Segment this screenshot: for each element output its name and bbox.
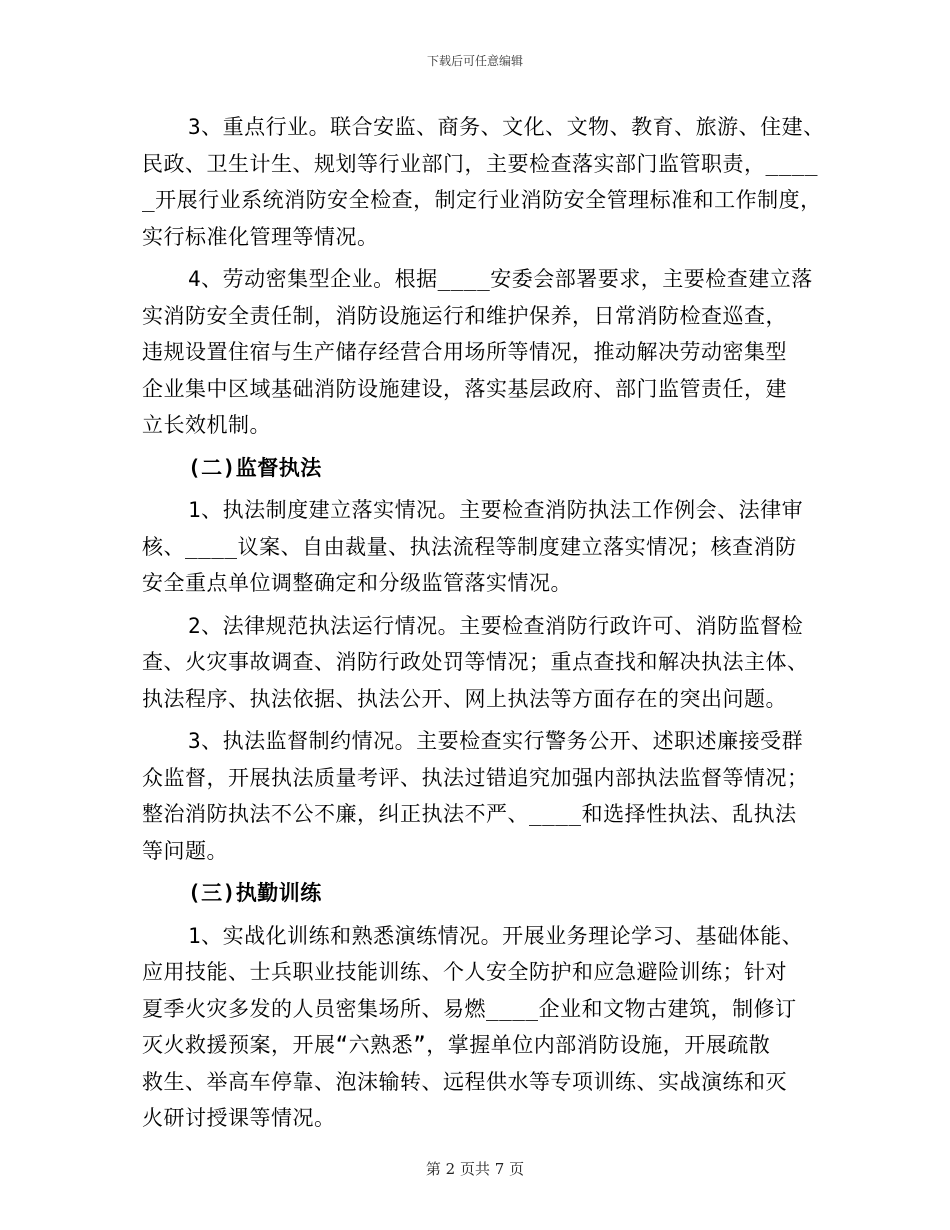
- paragraph-line: 企业集中区域基础消防设施建设，落实基层政府、部门监管责任，建: [142, 376, 787, 401]
- paragraph-line: 3、执法监督制约情况。主要检查实行警务公开、述职述廉接受群: [188, 729, 804, 753]
- paragraph-line: 火研讨授课等情况。: [142, 1106, 336, 1130]
- paragraph: [142, 723, 832, 869]
- paragraph: [142, 109, 832, 255]
- paragraph-line: 实消防安全责任制，消防设施运行和维护保养，日常消防检查巡查，: [142, 303, 787, 328]
- paragraph-line: _开展行业系统消防安全检查，制定行业消防安全管理标准和工作制度，: [142, 188, 822, 212]
- heading-text: (二)监督执法: [188, 455, 322, 480]
- paragraph-line: 实行标准化管理等情况。: [142, 224, 379, 249]
- paragraph-line: 夏季火灾多发的人员密集场所、易燃____企业和文物古建筑，制修订: [142, 996, 797, 1021]
- document-body: [142, 109, 832, 1143]
- paragraph-line: 3、重点行业。联合安监、商务、文化、文物、教育、旅游、住建、: [188, 115, 825, 139]
- paragraph-line: 救生、举高车停靠、泡沫输转、远程供水等专项训练、实战演练和灭: [142, 1069, 787, 1094]
- paragraph-line: 执法程序、执法依据、执法公开、网上执法等方面存在的突出问题。: [142, 686, 787, 711]
- section-heading: [142, 875, 832, 912]
- paragraph-line: 应用技能、士兵职业技能训练、个人安全防护和应急避险训练；针对: [142, 960, 787, 984]
- paragraph-line: 安全重点单位调整确定和分级监管落实情况。: [142, 571, 572, 595]
- paragraph-line: 违规设置住宿与生产储存经营合用场所等情况，推动解决劳动密集型: [142, 340, 787, 364]
- page-header: 下载后可任意编辑: [426, 54, 523, 68]
- paragraph-line: 等问题。: [142, 838, 228, 863]
- paragraph-line: 灭火救援预案，开展“六熟悉”，掌握单位内部消防设施，开展疏散: [142, 1033, 771, 1057]
- paragraph: [142, 918, 832, 1137]
- paragraph-line: 2、法律规范执法运行情况。主要检查消防行政许可、消防监督检: [188, 613, 804, 638]
- paragraph: [142, 608, 832, 718]
- paragraph-line: 4、劳动密集型企业。根据____安委会部署要求，主要检查建立落: [188, 267, 813, 291]
- page-footer: 第 2 页共 7 页: [425, 1160, 525, 1178]
- paragraph-line: 众监督，开展执法质量考评、执法过错追究加强内部执法监督等情况；: [142, 765, 809, 790]
- section-heading: [142, 450, 832, 487]
- paragraph-line: 1、实战化训练和熟悉演练情况。开展业务理论学习、基础体能、: [188, 923, 804, 948]
- paragraph: [142, 261, 832, 444]
- paragraph: [142, 492, 832, 602]
- heading-text: (三)执勤训练: [188, 881, 322, 905]
- paragraph-line: 核、____议案、自由裁量、执法流程等制度建立落实情况；核查消防: [142, 534, 797, 559]
- paragraph-line: 立长效机制。: [142, 413, 271, 437]
- paragraph-line: 1、执法制度建立落实情况。主要检查消防执法工作例会、法律审: [188, 498, 804, 522]
- paragraph-line: 整治消防执法不公不廉，纠正执法不严、____和选择性执法、乱执法: [142, 802, 797, 826]
- paragraph-line: 民政、卫生计生、规划等行业部门，主要检查落实部门监管职责，____: [142, 151, 819, 176]
- paragraph-line: 查、火灾事故调查、消防行政处罚等情况；重点查找和解决执法主体、: [142, 650, 809, 674]
